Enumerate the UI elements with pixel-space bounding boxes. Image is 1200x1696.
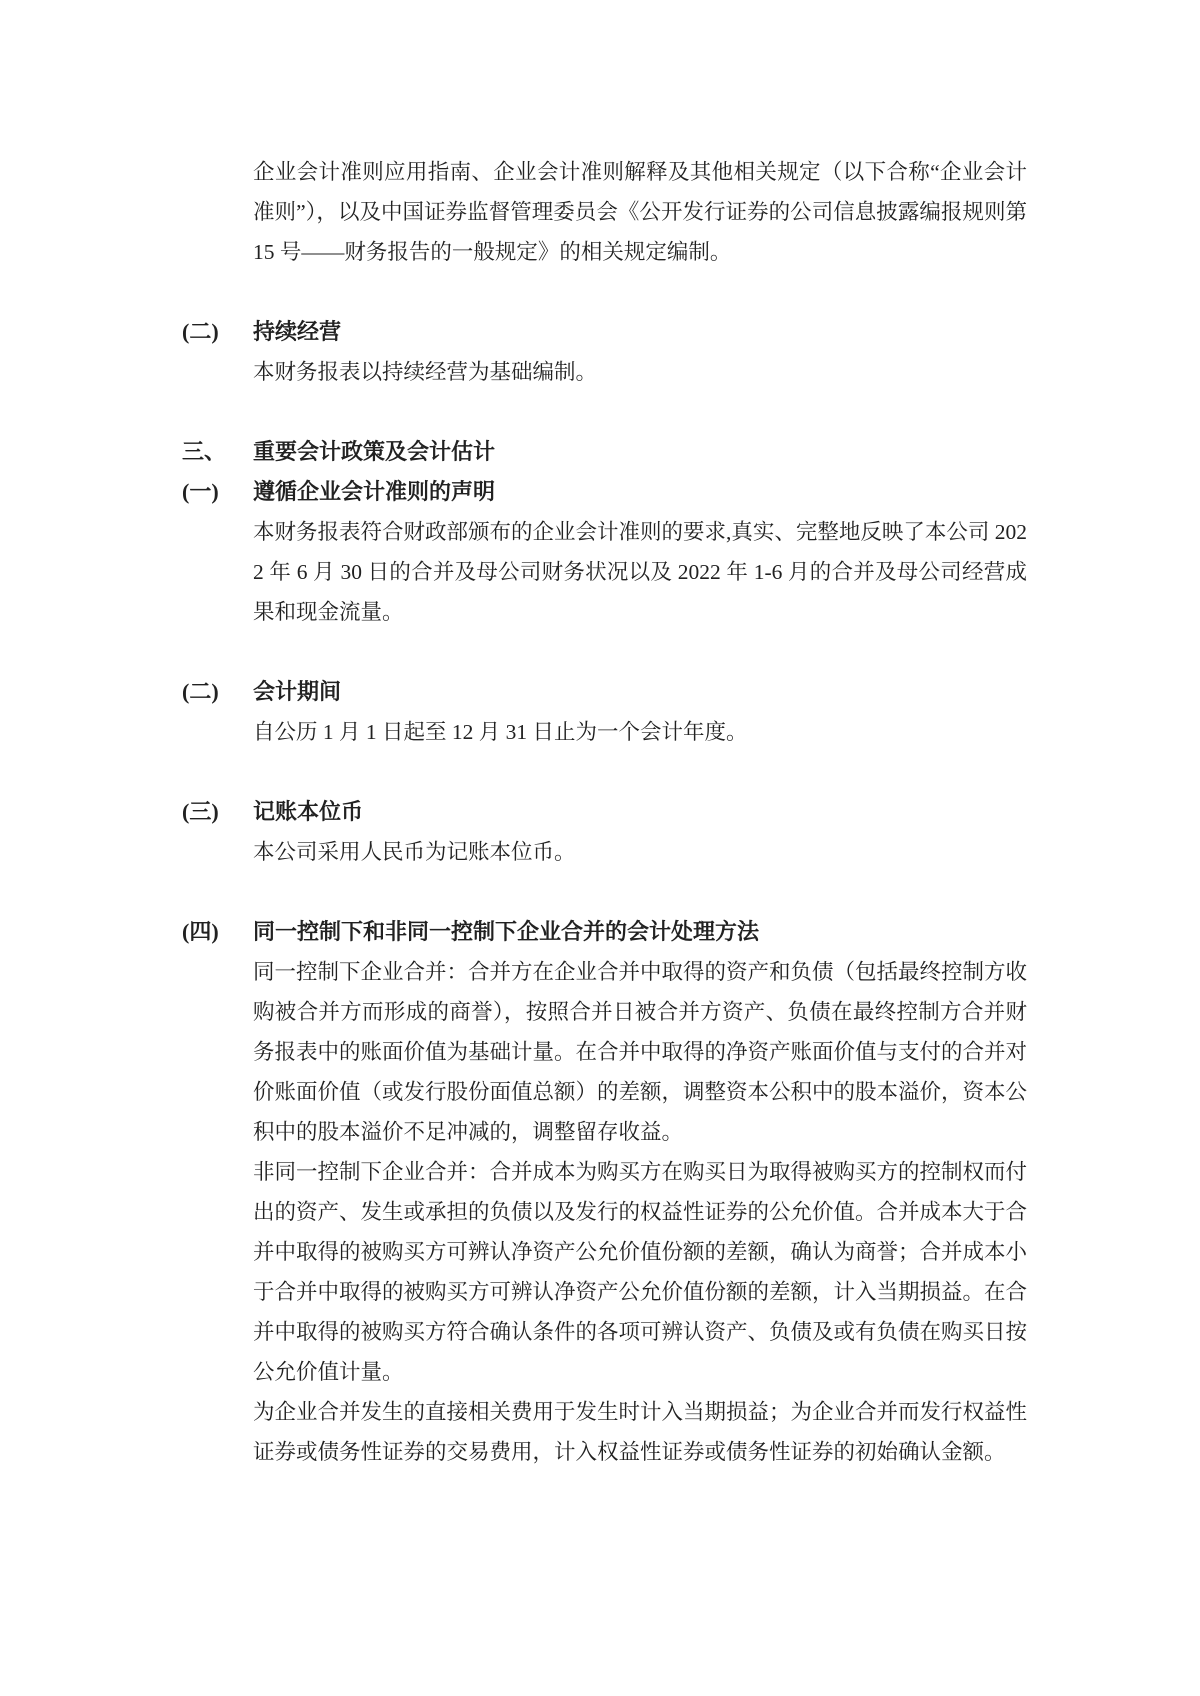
paragraph-text: 同一控制下企业合并：合并方在企业合并中取得的资产和负债（包括最终控制方收购被合并方而形成的商誉），按照合并日被合并方资产、负债在最终控制方合并财务报表中的账面价值为基础计量。在合并中取得的净资产账面价值与支付的合并对价账面价值（或发行股份面值总额）的差额，调整资本公积中的股本溢价，资本公积中的股本溢价不足冲减的，调整留存收益。 (253, 960, 1028, 1144)
section-title: 会计期间 (253, 679, 342, 704)
section-label: (三) (182, 799, 219, 824)
section-label: (四) (182, 919, 219, 944)
section-heading-significant-policies (182, 432, 1027, 472)
paragraph-text: 企业会计准则应用指南、企业会计准则解释及其他相关规定（以下合称“企业会计准则”），以及中国证券监督管理委员会《公开发行证券的公司信息披露编报规则第 15 号——财务报告的一般规定》的相关规定编制。 (253, 160, 1027, 264)
section-label: (二) (182, 679, 219, 704)
section-label: (二) (182, 319, 219, 344)
section-heading-going-concern (182, 312, 1027, 352)
paragraph-text: 本财务报表符合财政部颁布的企业会计准则的要求,真实、完整地反映了本公司 2022 年 6 月 30 日的合并及母公司财务状况以及 2022 年 1-6 月的合并及母公司经营成果和现金流量。 (253, 520, 1028, 624)
section-label: (一) (182, 479, 219, 504)
paragraph-text: 自公历 1 月 1 日起至 12 月 31 日止为一个会计年度。 (253, 720, 748, 744)
section-title: 重要会计政策及会计估计 (253, 439, 496, 464)
section-label: 三、 (182, 439, 227, 464)
section-heading-business-combinations (182, 912, 1027, 952)
section-heading-accounting-period (182, 672, 1027, 712)
section-heading-compliance-statement (182, 472, 1027, 512)
section-title: 持续经营 (253, 319, 342, 344)
paragraph-text: 本公司采用人民币为记账本位币。 (253, 840, 576, 864)
section-title: 遵循企业会计准则的声明 (253, 479, 496, 504)
paragraph-text: 为企业合并发生的直接相关费用于发生时计入当期损益；为企业合并而发行权益性证券或债务性证券的交易费用，计入权益性证券或债务性证券的初始确认金额。 (253, 1400, 1028, 1464)
paragraph-text: 非同一控制下企业合并：合并成本为购买方在购买日为取得被购买方的控制权而付出的资产、发生或承担的负债以及发行的权益性证券的公允价值。合并成本大于合并中取得的被购买方可辨认净资产公允价值份额的差额，确认为商誉；合并成本小于合并中取得的被购买方可辨认净资产公允价值份额的差额，计入当期损益。在合并中取得的被购买方符合确认条件的各项可辨认资产、负债及或有负债在购买日按公允价值计量。 (253, 1160, 1028, 1384)
paragraph-text: 本财务报表以持续经营为基础编制。 (253, 360, 598, 384)
document-content (182, 152, 1028, 1472)
section-title: 记账本位币 (253, 799, 364, 824)
section-title: 同一控制下和非同一控制下企业合并的会计处理方法 (253, 919, 760, 944)
section-heading-functional-currency (182, 792, 1027, 832)
